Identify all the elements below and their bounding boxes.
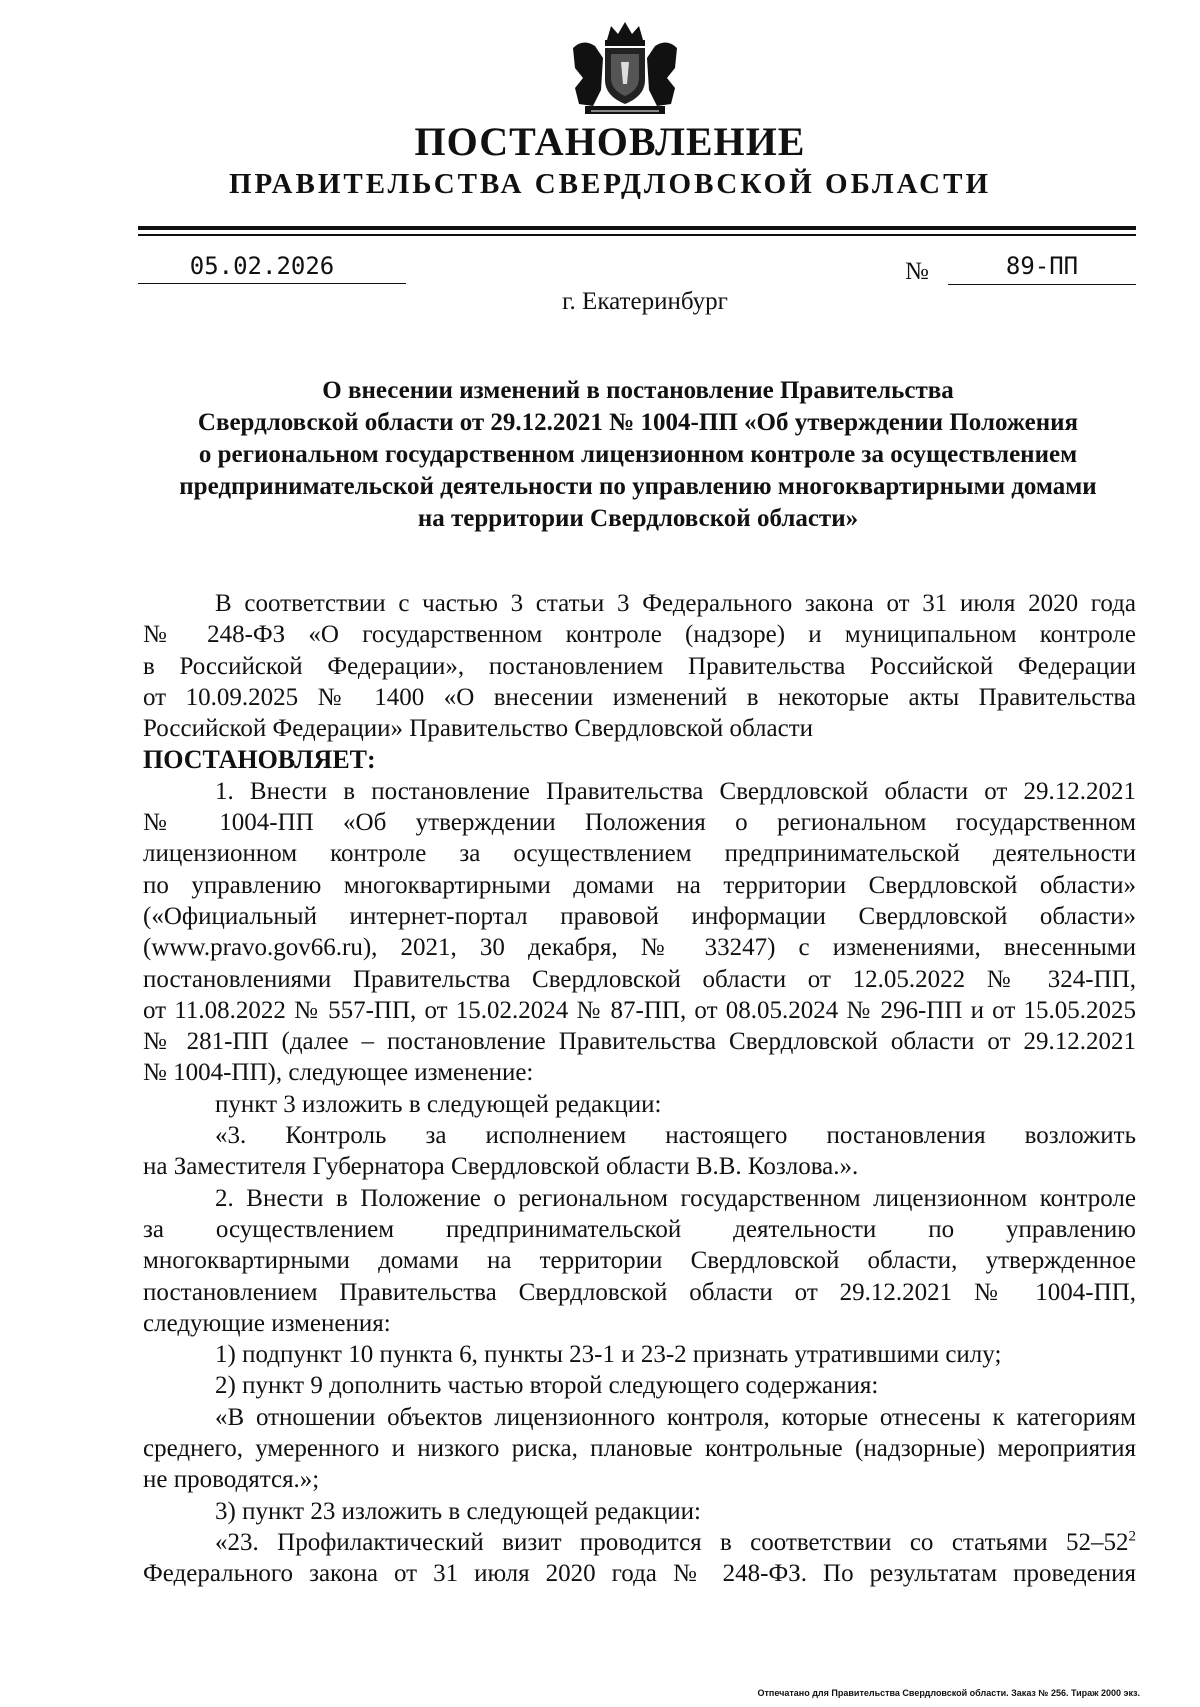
body-line: «В отношении объектов лицензионного контроля, которые отнесены к категориям bbox=[215, 1403, 1136, 1431]
document-heading bbox=[140, 375, 1136, 535]
body-line: 2. Внести в Положение о региональном государственном лицензионном контроле bbox=[215, 1184, 1136, 1212]
body-line: В соответствии с частью 3 статьи 3 Федерального закона от 31 июля 2020 года bbox=[215, 590, 1136, 617]
body-line: пункт 3 изложить в следующей редакции: bbox=[215, 1090, 662, 1118]
document-date: 05.02.2026 bbox=[138, 250, 406, 284]
heading-line: предпринимательской деятельности по управлению многоквартирными домами bbox=[179, 473, 1097, 500]
body-line: № 1004-ПП «Об утверждении Положения о региональном государственном bbox=[143, 809, 1136, 837]
resolution-word: ПОСТАНОВЛЯЕТ: bbox=[143, 745, 376, 775]
body-line bbox=[143, 1527, 1136, 1558]
body-line: от 11.08.2022 № 557-ПП, от 15.02.2024 № 87-ПП, от 08.05.2024 № 296-ПП и от 15.05.2025 bbox=[143, 996, 1136, 1024]
body-line: 3) пункт 23 изложить в следующей редакции: bbox=[215, 1497, 701, 1525]
body-line-text: «23. Профилактический визит проводится в соответствии со статьями 52–52 bbox=[215, 1528, 1129, 1556]
heading-line: О внесении изменений в постановление Правительства bbox=[322, 377, 954, 404]
body-line: по управлению многоквартирными домами на территории Свердловской области» bbox=[143, 871, 1136, 899]
body-line: Федерального закона от 31 июля 2020 года № 248-ФЗ. По результатам проведения bbox=[143, 1560, 1136, 1588]
body-line: 1) подпункт 10 пункта 6, пункты 23-1 и 23-2 признать утратившими силу; bbox=[215, 1341, 1002, 1369]
header-rule-thick bbox=[138, 226, 1136, 230]
body-line: «3. Контроль за исполнением настоящего постановления возложить bbox=[215, 1122, 1136, 1150]
body-line: на Заместителя Губернатора Свердловской области В.В. Козлова.». bbox=[143, 1153, 859, 1181]
print-footer: Отпечатано для Правительства Свердловской области. Заказ № 256. Тираж 2000 экз. bbox=[757, 1688, 1140, 1698]
body-line: 2) пункт 9 дополнить частью второй следующего содержания: bbox=[215, 1372, 879, 1400]
body-line: постановлениями Правительства Свердловской области от 12.05.2022 № 324-ПП, bbox=[143, 965, 1136, 993]
body-line: («Официальный интернет-портал правовой информации Свердловской области» bbox=[143, 902, 1136, 930]
document-subtitle: ПРАВИТЕЛЬСТВА СВЕРДЛОВСКОЙ ОБЛАСТИ bbox=[228, 168, 992, 200]
body-line: от 10.09.2025 № 1400 «О внесении изменений в некоторые акты Правительства bbox=[143, 683, 1136, 711]
heading-line: Свердловской области от 29.12.2021 № 1004-ПП «Об утверждении Положения bbox=[197, 409, 1079, 436]
body-line: среднего, умеренного и низкого риска, плановые контрольные (надзорные) мероприятия bbox=[143, 1435, 1136, 1463]
document-title: ПОСТАНОВЛЕНИЕ bbox=[414, 119, 806, 164]
body-line: № 281-ПП (далее – постановление Правительства Свердловской области от 29.12.2021 bbox=[143, 1028, 1136, 1056]
document-number: 89-ПП bbox=[948, 250, 1136, 285]
body-line: в Российской Федерации», постановлением Правительства Российской Федерации bbox=[143, 652, 1136, 680]
body-line: за осуществлением предпринимательской деятельности по управлению bbox=[143, 1215, 1136, 1243]
body-line: лицензионном контроле за осуществлением предпринимательской деятельности bbox=[143, 840, 1136, 868]
document-city: г. Екатеринбург bbox=[562, 288, 728, 315]
body-line: 1. Внести в постановление Правительства Свердловской области от 29.12.2021 bbox=[215, 777, 1136, 805]
body-line: постановлением Правительства Свердловской области от 29.12.2021 № 1004-ПП, bbox=[143, 1278, 1136, 1306]
body-line: (www.pravo.gov66.ru), 2021, 30 декабря, № 33247) с изменениями, внесенными bbox=[143, 934, 1136, 962]
body-line: следующие изменения: bbox=[143, 1309, 391, 1337]
coat-of-arms-icon bbox=[565, 18, 685, 118]
body-line: № 1004-ПП), следующее изменение: bbox=[143, 1059, 534, 1087]
heading-line: на территории Свердловской области» bbox=[417, 505, 859, 532]
body-line: многоквартирными домами на территории Свердловской области, утвержденное bbox=[143, 1247, 1136, 1275]
body-line: Российской Федерации» Правительство Свердловской области bbox=[143, 715, 814, 743]
body-line: не проводятся.»; bbox=[143, 1466, 320, 1494]
header-rule-thin bbox=[138, 234, 1136, 236]
body-line: № 248-ФЗ «О государственном контроле (надзоре) и муниципальном контроле bbox=[143, 621, 1136, 649]
number-sign: № bbox=[905, 258, 929, 285]
heading-line: о региональном государственном лицензионном контроле за осуществлением bbox=[198, 441, 1078, 468]
document-body bbox=[143, 588, 1136, 1590]
superscript: 2 bbox=[1128, 1528, 1136, 1545]
